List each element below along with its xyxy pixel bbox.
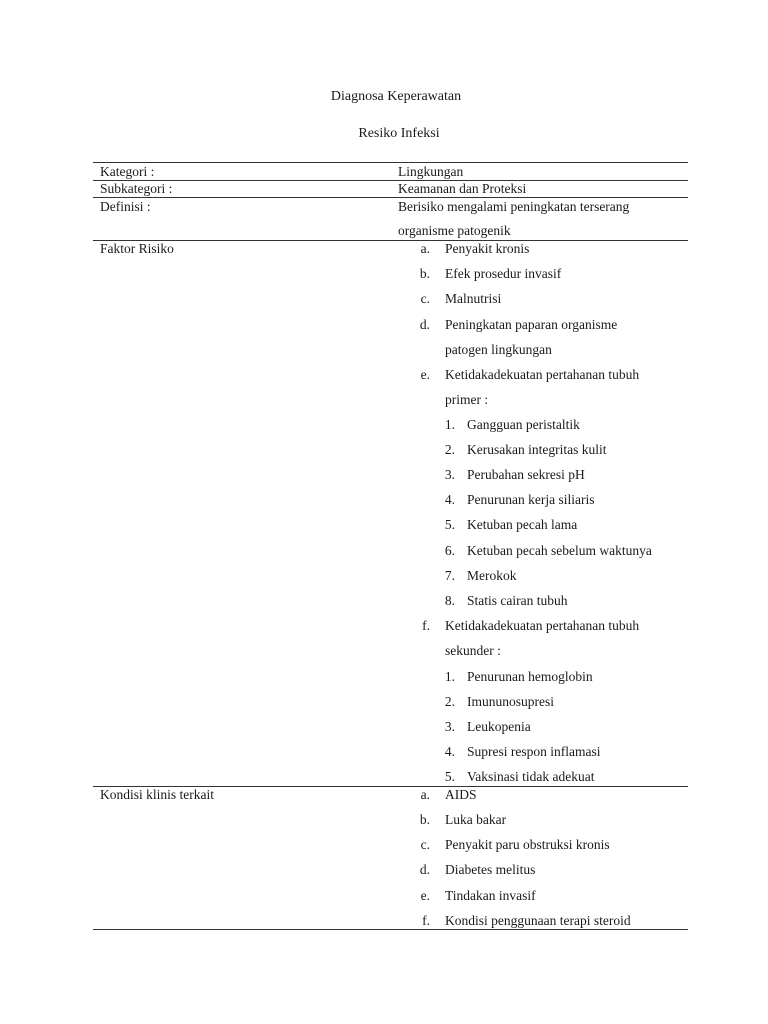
list-item-text: Penyakit paru obstruksi kronis [445,837,610,852]
list-item-text: Ketuban pecah lama [467,517,578,532]
table-top-rule [93,162,688,163]
list-item-text-continued: patogen lingkungan [445,342,552,357]
document-subtitle: Resiko Infeksi [358,126,440,141]
list-marker: 2. [444,442,455,457]
list-item-text: Supresi respon inflamasi [467,744,601,759]
list-item-text: Malnutrisi [445,291,502,306]
list-item-text: Leukopenia [467,719,531,734]
list-marker: b. [419,812,430,827]
list-item-text: Ketidakadekuatan pertahanan tubuh [445,367,640,382]
list-marker: 4. [444,492,455,507]
list-marker: a. [420,241,430,256]
list-item-text: Diabetes melitus [445,862,536,877]
list-marker: f. [422,618,430,633]
list-marker: b. [419,266,430,281]
list-marker: 6. [444,543,455,558]
list-item-text: Perubahan sekresi pH [467,467,585,482]
definisi-value-line1: Berisiko mengalami peningkatan terserang [398,199,630,214]
list-marker: 3. [444,719,455,734]
list-item-text: Merokok [467,568,517,583]
kategori-label: Kategori : [100,164,155,179]
kondisi-klinis-label: Kondisi klinis terkait [100,787,214,802]
list-item-text: Vaksinasi tidak adekuat [467,769,595,784]
table-row-divider [93,180,688,181]
list-marker: a. [420,787,430,802]
list-marker: 8. [444,593,455,608]
subkategori-label: Subkategori : [100,181,173,196]
definisi-value-line2: organisme patogenik [398,223,511,238]
list-marker: c. [420,837,430,852]
definisi-label: Definisi : [100,199,151,214]
list-item-text-continued: primer : [445,392,489,407]
list-marker: 2. [444,694,455,709]
list-item-text: Efek prosedur invasif [445,266,562,281]
list-marker: 1. [444,669,455,684]
list-item-text: Imununosupresi [467,694,554,709]
faktor-risiko-label: Faktor Risiko [100,241,174,256]
list-marker: 3. [444,467,455,482]
list-item-text: Penurunan kerja siliaris [467,492,595,507]
list-item-text: Statis cairan tubuh [467,593,568,608]
list-marker: 5. [444,517,455,532]
list-marker: 1. [444,417,455,432]
list-item-text: Luka bakar [445,812,507,827]
list-marker: 5. [444,769,455,784]
list-item-text: Peningkatan paparan organisme [445,317,618,332]
list-item-text: AIDS [445,787,477,802]
list-item-text: Ketidakadekuatan pertahanan tubuh [445,618,640,633]
list-marker: 7. [444,568,455,583]
kategori-value: Lingkungan [398,164,464,179]
list-marker: c. [420,291,430,306]
list-marker: d. [419,862,430,877]
table-row-divider [93,240,688,241]
list-marker: f. [422,913,430,928]
document-title: Diagnosa Keperawatan [330,89,462,104]
subkategori-value: Keamanan dan Proteksi [398,181,527,196]
list-item-text: Kerusakan integritas kulit [467,442,607,457]
list-marker: d. [419,317,430,332]
list-marker: e. [420,367,430,382]
list-item-text: Penurunan hemoglobin [467,669,593,684]
list-item-text: Gangguan peristaltik [467,417,580,432]
list-item-text: Penyakit kronis [445,241,530,256]
list-item-text: Tindakan invasif [445,888,536,903]
list-marker: e. [420,888,430,903]
list-item-text: Ketuban pecah sebelum waktunya [467,543,652,558]
list-marker: 4. [444,744,455,759]
list-item-text-continued: sekunder : [445,643,501,658]
list-item-text: Kondisi penggunaan terapi steroid [445,913,631,928]
